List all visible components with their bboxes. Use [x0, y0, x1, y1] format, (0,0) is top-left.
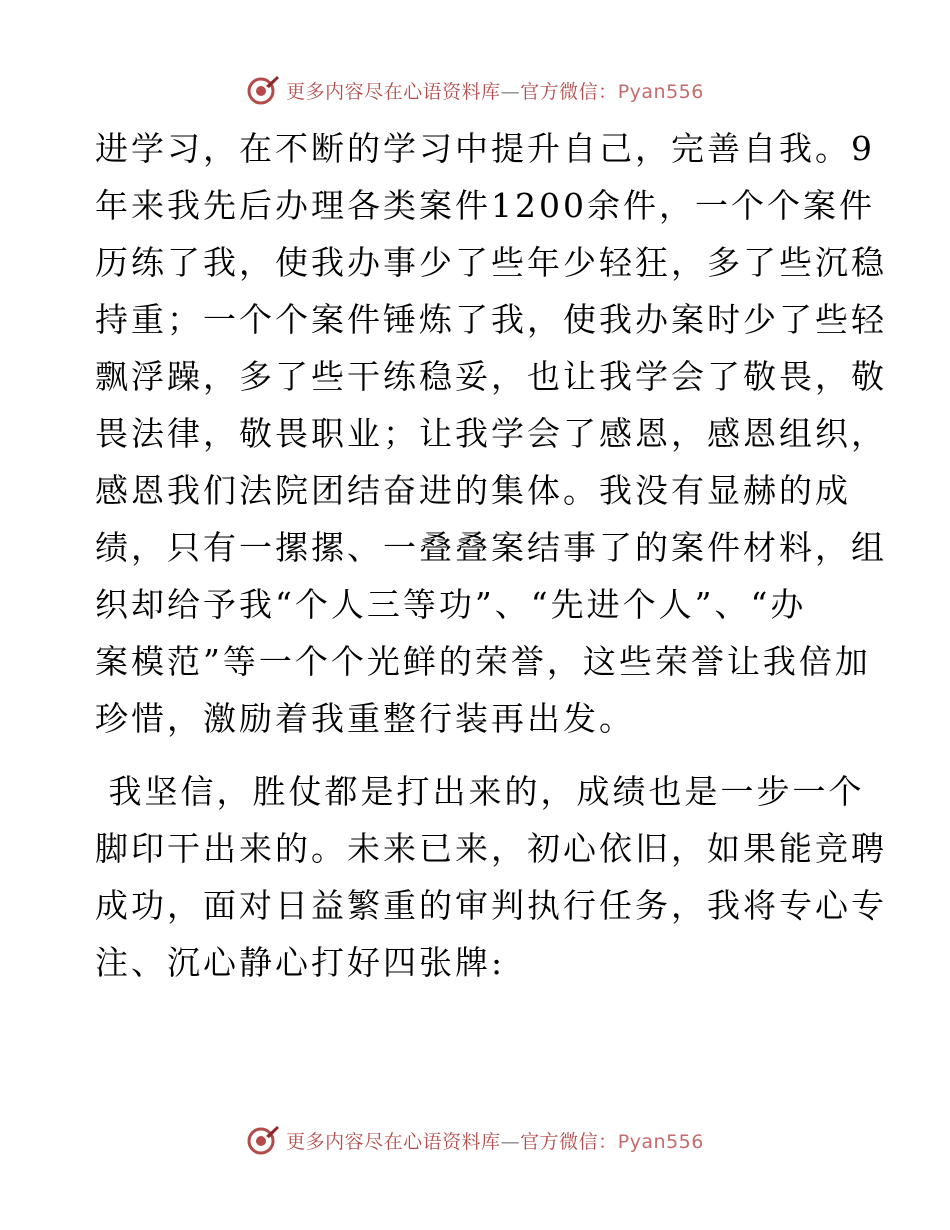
- footer-banner-id: Pyan556: [617, 1130, 704, 1153]
- footer-banner[interactable]: [246, 1123, 704, 1157]
- text-line: 织却给予我“个人三等功”、“先进个人”、“办: [95, 585, 807, 624]
- text-line: 感恩我们法院团结奋进的集体。我没有显赫的成: [95, 471, 851, 510]
- text-line: 历练了我，使我办事少了些年少轻狂，多了些沉稳: [95, 243, 887, 282]
- text-line: 珍惜，激励着我重整行装再出发。: [95, 699, 635, 738]
- text-line: 案模范”等一个个光鲜的荣誉，这些荣誉让我倍加: [95, 642, 871, 681]
- text-line: 绩，只有一摞摞、一叠叠案结事了的案件材料，组: [95, 528, 887, 567]
- footer-banner-wechat: 官方微信：: [520, 1130, 618, 1153]
- paragraph-1: [95, 120, 887, 747]
- footer-banner-text: [286, 1127, 704, 1154]
- brush-seal-icon: [246, 1123, 280, 1157]
- footer-banner-separator: —: [500, 1130, 521, 1153]
- page-header: [0, 70, 950, 110]
- text-line: 脚印干出来的。未来已来，初心依旧，如果能竞聘: [95, 829, 887, 868]
- text-line: 持重；一个个案件锤炼了我，使我办案时少了些轻: [95, 300, 887, 339]
- text-line: 进学习，在不断的学习中提升自己，完善自我。9: [95, 129, 875, 168]
- document-body: [95, 120, 887, 991]
- page-footer: [0, 1120, 950, 1160]
- header-banner-main: 更多内容尽在心语资料库: [286, 80, 501, 103]
- header-banner[interactable]: [246, 73, 704, 107]
- brush-seal-icon: [246, 73, 280, 107]
- header-banner-id: Pyan556: [617, 80, 704, 103]
- text-line: 飘浮躁，多了些干练稳妥，也让我学会了敬畏，敬: [95, 357, 887, 396]
- text-line: 畏法律，敬畏职业；让我学会了感恩，感恩组织，: [95, 414, 887, 453]
- header-banner-text: [286, 77, 704, 104]
- paragraph-2: [95, 763, 887, 991]
- text-line: 年来我先后办理各类案件1200余件，一个个案件: [95, 186, 875, 225]
- header-banner-wechat: 官方微信：: [520, 80, 618, 103]
- header-banner-separator: —: [500, 80, 521, 103]
- text-line: 我坚信，胜仗都是打出来的，成绩也是一步一个: [95, 772, 865, 811]
- text-line: 成功，面对日益繁重的审判执行任务，我将专心专: [95, 886, 887, 925]
- footer-banner-main: 更多内容尽在心语资料库: [286, 1130, 501, 1153]
- text-line: 注、沉心静心打好四张牌:: [95, 943, 506, 982]
